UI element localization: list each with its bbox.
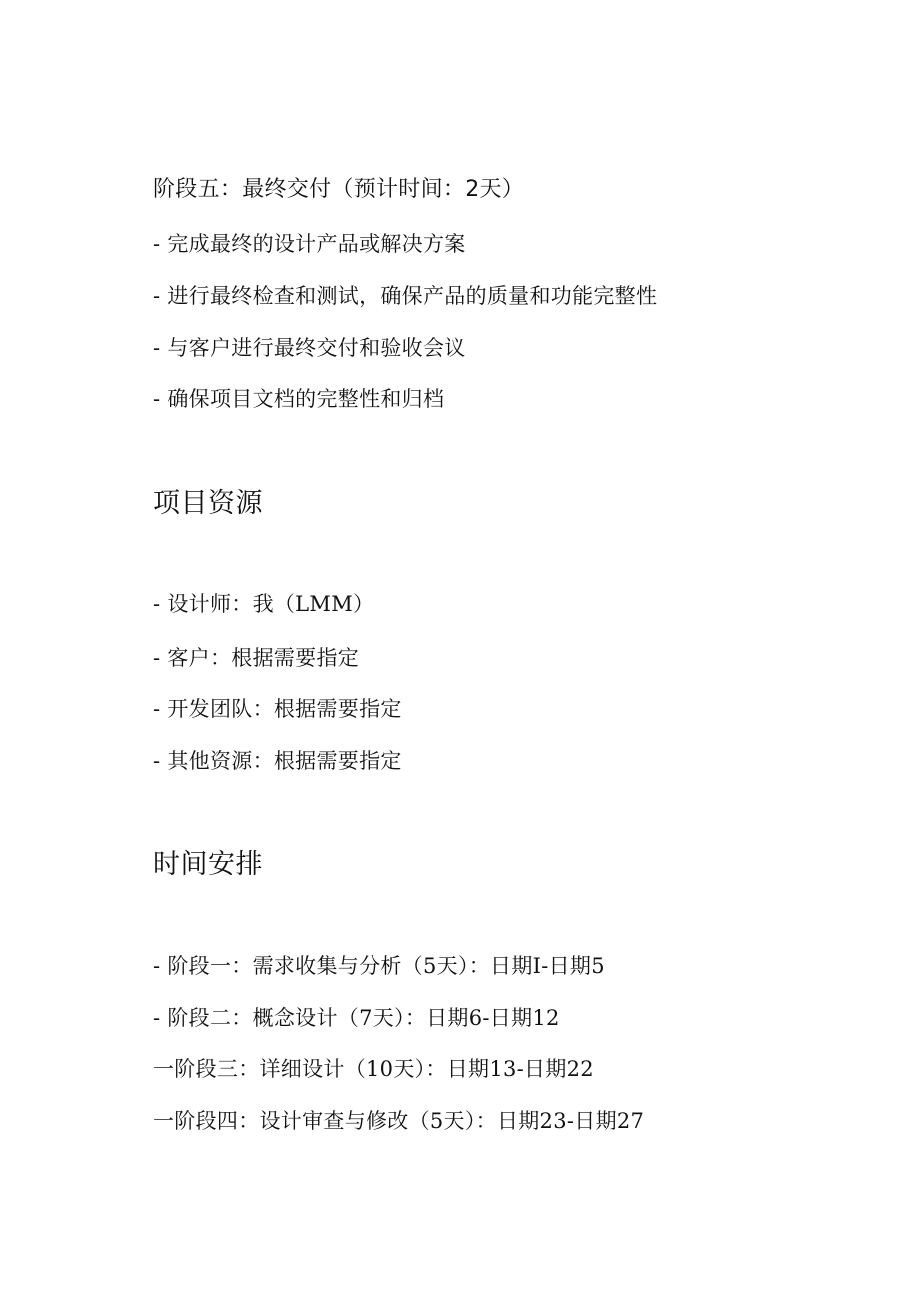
resource-item: - 客户：根据需要指定 <box>153 646 360 670</box>
phase5-item: - 确保项目文档的完整性和归档 <box>153 387 445 411</box>
resource-item: - 开发团队：根据需要指定 <box>153 697 402 721</box>
schedule-heading: 时间安排 <box>153 849 263 880</box>
resource-item: - 其他资源：根据需要指定 <box>153 749 402 773</box>
schedule-item: - 阶段一：需求收集与分析（5天）：日期I-日期5 <box>153 954 605 978</box>
phase5-item: - 与客户进行最终交付和验收会议 <box>153 336 466 360</box>
schedule-item: 一阶段四：设计审查与修改（5天）：日期23-日期27 <box>153 1109 645 1133</box>
phase5-item: - 完成最终的设计产品或解决方案 <box>153 232 466 256</box>
schedule-item: - 阶段二：概念设计（7天）：日期6-日期12 <box>153 1006 560 1030</box>
phase5-item: - 进行最终检查和测试，确保产品的质量和功能完整性 <box>153 284 658 308</box>
phase5-heading: 阶段五：最终交付（预计时间：2天） <box>153 177 525 202</box>
resources-heading: 项目资源 <box>153 488 263 519</box>
resource-item: - 设计师：我（LMM） <box>153 592 375 616</box>
schedule-item: 一阶段三：详细设计（10天）：日期13-日期22 <box>153 1057 594 1081</box>
